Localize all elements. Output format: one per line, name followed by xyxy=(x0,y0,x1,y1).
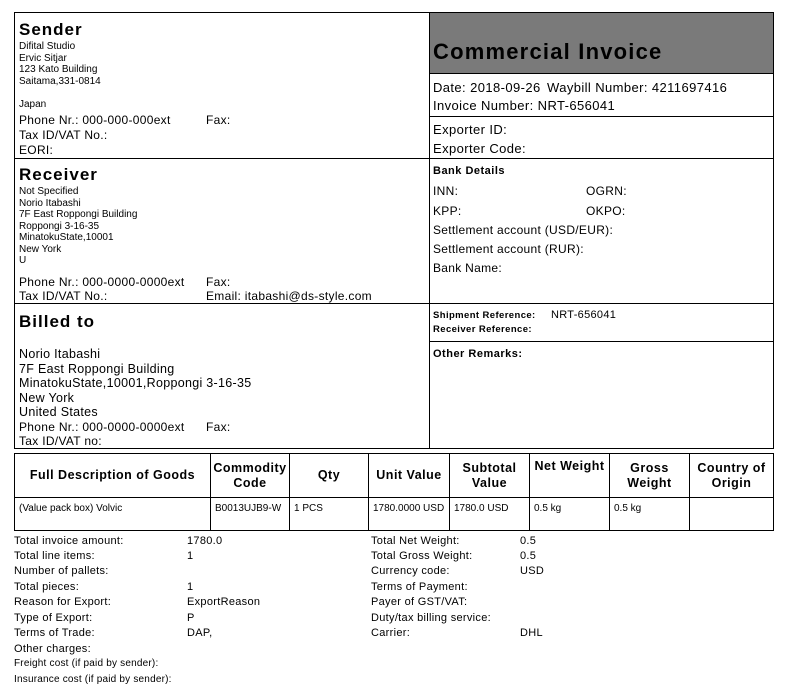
sender-line: Ervic Sitjar xyxy=(19,52,67,64)
summary-value: DAP, xyxy=(187,627,213,639)
billed-address xyxy=(19,347,252,420)
summary-label: Type of Export: xyxy=(14,612,93,624)
receiver-line: U xyxy=(19,255,27,266)
receiver-fax: Fax: xyxy=(206,275,231,289)
cell-qty: 1 PCS xyxy=(290,498,369,531)
summary-label: Reason for Export: xyxy=(14,596,112,608)
sender-line: Japan xyxy=(19,98,47,110)
sender-tax: Tax ID/VAT No.: xyxy=(19,128,108,142)
receiver-title: Receiver xyxy=(19,165,98,184)
summary-value: 1780.0 xyxy=(187,535,223,547)
summary-value: DHL xyxy=(520,627,543,639)
bank-settlement-usd: Settlement account (USD/EUR): xyxy=(433,223,614,237)
billed-line: 7F East Roppongi Building xyxy=(19,361,175,376)
cell-subtotal: 1780.0 USD xyxy=(450,498,530,531)
bank-settlement-rur: Settlement account (RUR): xyxy=(433,242,584,256)
col-header-qty: Qty xyxy=(290,454,369,498)
waybill-number: Waybill Number: 4211697416 xyxy=(547,80,728,95)
billed-tax: Tax ID/VAT no: xyxy=(19,434,102,448)
bank-kpp: KPP: xyxy=(433,204,462,218)
summary-value: USD xyxy=(520,565,545,577)
billed-line: New York xyxy=(19,390,75,405)
summary-label: Number of pallets: xyxy=(14,565,109,577)
summary-label: Total invoice amount: xyxy=(14,535,124,547)
sender-line: Saitama,331-0814 xyxy=(19,75,101,87)
summary-label: Other charges: xyxy=(14,643,91,655)
summary-value: P xyxy=(187,612,195,624)
billed-line: MinatokuState,10001,Roppongi 3-16-35 xyxy=(19,376,252,390)
cell-gross-weight: 0.5 kg xyxy=(610,498,690,531)
summary-label: Total pieces: xyxy=(14,581,80,593)
goods-header-row xyxy=(15,454,774,498)
summary-label: Currency code: xyxy=(371,565,450,577)
invoice-number: Invoice Number: NRT-656041 xyxy=(433,98,616,113)
freight-cost-label: Freight cost (if paid by sender): xyxy=(14,658,159,669)
summary-label: Carrier: xyxy=(371,627,411,639)
bank-ogrn: OGRN: xyxy=(586,184,627,198)
sender-eori: EORI: xyxy=(19,143,54,157)
table-row xyxy=(15,498,774,531)
billed-fax: Fax: xyxy=(206,420,231,434)
bank-name: Bank Name: xyxy=(433,261,503,275)
receiver-reference-label: Receiver Reference: xyxy=(433,324,532,335)
col-header-commodity: Commodity Code xyxy=(211,454,290,498)
summary-label: Duty/tax billing service: xyxy=(371,612,491,624)
receiver-line: MinatokuState,10001 xyxy=(19,232,114,243)
col-header-net-weight: Net Weight xyxy=(530,454,610,498)
col-header-unit-value: Unit Value xyxy=(369,454,450,498)
exporter-id: Exporter ID: xyxy=(433,122,508,137)
cell-commodity: B0013UJB9-W xyxy=(211,498,290,531)
receiver-tax: Tax ID/VAT No.: xyxy=(19,289,108,303)
invoice-title: Commercial Invoice xyxy=(433,39,663,64)
billed-line: United States xyxy=(19,405,98,419)
receiver-phone: Phone Nr.: 000-0000-0000ext xyxy=(19,275,185,289)
summary-value: 0.5 xyxy=(520,535,537,547)
receiver-line: 7F East Roppongi Building xyxy=(19,209,138,220)
insurance-cost-label: Insurance cost (if paid by sender): xyxy=(14,674,172,685)
col-header-description: Full Description of Goods xyxy=(15,454,211,498)
invoice-date: Date: 2018-09-26 xyxy=(433,80,541,95)
billed-title: Billed to xyxy=(19,312,96,331)
col-header-subtotal: Subtotal Value xyxy=(450,454,530,498)
sender-fax: Fax: xyxy=(206,113,231,127)
receiver-line: Roppongi 3-16-35 xyxy=(19,220,100,232)
summary-value: 1 xyxy=(187,581,194,593)
summary-label: Total Net Weight: xyxy=(371,535,460,547)
sender-title: Sender xyxy=(19,20,83,39)
billed-line: Norio Itabashi xyxy=(19,347,101,361)
billed-phone: Phone Nr.: 000-0000-0000ext xyxy=(19,420,185,434)
sender-address xyxy=(19,41,101,110)
summary-value: ExportReason xyxy=(187,596,261,608)
cell-description: (Value pack box) Volvic xyxy=(15,498,211,531)
shipment-reference-value: NRT-656041 xyxy=(551,309,617,321)
receiver-line: New York xyxy=(19,243,62,255)
bank-title: Bank Details xyxy=(433,165,506,177)
remarks-title: Other Remarks: xyxy=(433,348,523,360)
col-header-country: Country of Origin xyxy=(690,454,774,498)
exporter-code: Exporter Code: xyxy=(433,141,527,156)
receiver-line: Norio Itabashi xyxy=(19,197,81,209)
col-header-gross-weight: Gross Weight xyxy=(610,454,690,498)
sender-line: 123 Kato Building xyxy=(19,64,98,75)
sender-line: Difital Studio xyxy=(19,41,76,52)
summary-value: 1 xyxy=(187,550,194,562)
cell-unit-value: 1780.0000 USD xyxy=(369,498,450,531)
summary-label: Payer of GST/VAT: xyxy=(371,596,468,608)
sender-phone: Phone Nr.: 000-000-000ext xyxy=(19,113,171,127)
summary-label: Total Gross Weight: xyxy=(371,550,473,562)
bank-okpo: OKPO: xyxy=(586,204,626,218)
bank-inn: INN: xyxy=(433,184,459,198)
summary-value: 0.5 xyxy=(520,550,537,562)
goods-table xyxy=(14,453,774,531)
summary-label: Terms of Payment: xyxy=(371,581,468,593)
cell-country xyxy=(690,498,774,531)
receiver-address xyxy=(19,186,137,267)
receiver-line: Not Specified xyxy=(19,186,79,197)
summary-label: Total line items: xyxy=(14,550,95,562)
shipment-reference-label: Shipment Reference: xyxy=(433,310,536,321)
cell-net-weight: 0.5 kg xyxy=(530,498,610,531)
receiver-email: Email: itabashi@ds-style.com xyxy=(206,289,372,303)
summary-label: Terms of Trade: xyxy=(14,627,95,639)
sender-line xyxy=(19,87,101,99)
